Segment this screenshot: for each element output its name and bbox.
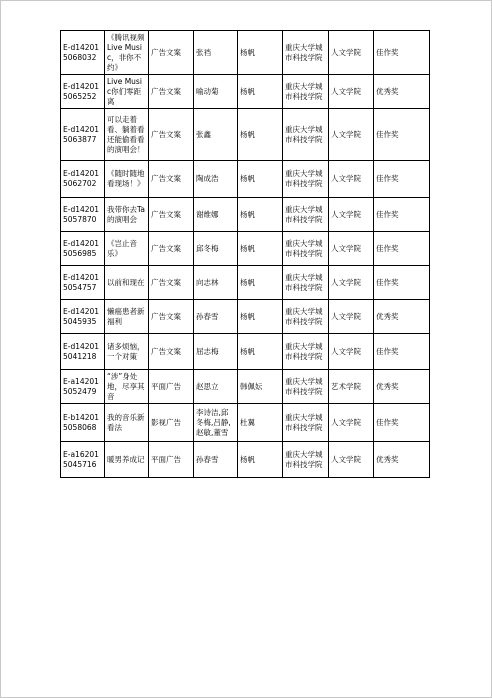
award-cell: 优秀奖	[374, 370, 430, 404]
table-row	[61, 442, 430, 478]
authors-cell: 张鑫	[194, 109, 238, 161]
authors-cell: 喻动菊	[194, 75, 238, 109]
award-cell: 佳作奖	[374, 404, 430, 442]
entry-title-cell: 我的音乐新看法	[105, 404, 149, 442]
school-cell: 重庆大学城市科技学院	[283, 266, 329, 300]
award-cell: 佳作奖	[374, 161, 430, 198]
table-row	[61, 370, 430, 404]
category-cell: 广告文案	[149, 31, 194, 75]
category-cell: 影视广告	[149, 404, 194, 442]
college-cell: 人文学院	[329, 300, 374, 334]
advisor-cell: 韩佩妘	[238, 370, 283, 404]
category-cell: 广告文案	[149, 75, 194, 109]
college-cell: 人文学院	[329, 161, 374, 198]
entry-id-cell: E-b142015058068	[61, 404, 105, 442]
college-cell: 人文学院	[329, 198, 374, 232]
college-cell: 人文学院	[329, 404, 374, 442]
school-cell: 重庆大学城市科技学院	[283, 198, 329, 232]
advisor-cell: 杨帆	[238, 232, 283, 266]
advisor-cell: 杨帆	[238, 266, 283, 300]
school-cell: 重庆大学城市科技学院	[283, 404, 329, 442]
college-cell: 艺术学院	[329, 370, 374, 404]
award-cell: 佳作奖	[374, 109, 430, 161]
entry-title-cell: 诸多烦恼，一个对策	[105, 334, 149, 370]
award-cell: 优秀奖	[374, 75, 430, 109]
category-cell: 广告文案	[149, 232, 194, 266]
school-cell: 重庆大学城市科技学院	[283, 442, 329, 478]
advisor-cell: 杨帆	[238, 161, 283, 198]
school-cell: 重庆大学城市科技学院	[283, 370, 329, 404]
category-cell: 广告文案	[149, 109, 194, 161]
category-cell: 平面广告	[149, 370, 194, 404]
advisor-cell: 杨帆	[238, 334, 283, 370]
award-cell: 佳作奖	[374, 232, 430, 266]
college-cell: 人文学院	[329, 232, 374, 266]
authors-cell: 孙春雪	[194, 442, 238, 478]
entry-title-cell: 可以走着看、躺着看还能偷看看的演唱会！	[105, 109, 149, 161]
college-cell: 人文学院	[329, 31, 374, 75]
award-cell: 佳作奖	[374, 31, 430, 75]
authors-cell: 孙春雪	[194, 300, 238, 334]
entry-id-cell: E-d142015054757	[61, 266, 105, 300]
college-cell: 人文学院	[329, 109, 374, 161]
entry-title-cell: 以前和现在	[105, 266, 149, 300]
entry-id-cell: E-d142015041218	[61, 334, 105, 370]
entry-id-cell: E-d142015068032	[61, 31, 105, 75]
entry-id-cell: E-a142015052479	[61, 370, 105, 404]
college-cell: 人文学院	[329, 334, 374, 370]
table-row	[61, 161, 430, 198]
entry-id-cell: E-d142015065252	[61, 75, 105, 109]
table-row	[61, 404, 430, 442]
college-cell: 人文学院	[329, 75, 374, 109]
table-row	[61, 300, 430, 334]
awards-table	[60, 30, 430, 478]
school-cell: 重庆大学城市科技学院	[283, 334, 329, 370]
school-cell: 重庆大学城市科技学院	[283, 232, 329, 266]
advisor-cell: 杨帆	[238, 109, 283, 161]
award-cell: 优秀奖	[374, 300, 430, 334]
school-cell: 重庆大学城市科技学院	[283, 300, 329, 334]
authors-cell: 屈志梅	[194, 334, 238, 370]
school-cell: 重庆大学城市科技学院	[283, 75, 329, 109]
entry-title-cell: “涉”身处地，尽享其音	[105, 370, 149, 404]
school-cell: 重庆大学城市科技学院	[283, 161, 329, 198]
school-cell: 重庆大学城市科技学院	[283, 31, 329, 75]
school-cell: 重庆大学城市科技学院	[283, 109, 329, 161]
category-cell: 广告文案	[149, 198, 194, 232]
entry-title-cell: Live Music你们零距离	[105, 75, 149, 109]
category-cell: 广告文案	[149, 161, 194, 198]
authors-cell: 李诗洁,邱冬梅,吕静,赵敏,董雪	[194, 404, 238, 442]
table-row	[61, 334, 430, 370]
table-row	[61, 266, 430, 300]
entry-id-cell: E-d142015063877	[61, 109, 105, 161]
entry-id-cell: E-d142015062702	[61, 161, 105, 198]
entry-id-cell: E-a162015045716	[61, 442, 105, 478]
entry-title-cell: 《岂止音乐》	[105, 232, 149, 266]
award-cell: 佳作奖	[374, 266, 430, 300]
entry-id-cell: E-d142015057870	[61, 198, 105, 232]
advisor-cell: 杨帆	[238, 442, 283, 478]
award-cell: 优秀奖	[374, 442, 430, 478]
advisor-cell: 杨帆	[238, 198, 283, 232]
table-row	[61, 232, 430, 266]
award-cell: 佳作奖	[374, 334, 430, 370]
table-body	[61, 31, 430, 478]
entry-id-cell: E-d142015056985	[61, 232, 105, 266]
advisor-cell: 杨帆	[238, 31, 283, 75]
entry-title-cell: 懒癌患者新福利	[105, 300, 149, 334]
authors-cell: 谢维娜	[194, 198, 238, 232]
authors-cell: 张裆	[194, 31, 238, 75]
category-cell: 广告文案	[149, 300, 194, 334]
table-row	[61, 75, 430, 109]
entry-title-cell: 我带你去Ta的演唱会	[105, 198, 149, 232]
table-row	[61, 31, 430, 75]
college-cell: 人文学院	[329, 266, 374, 300]
advisor-cell: 杨帆	[238, 300, 283, 334]
table-row	[61, 109, 430, 161]
authors-cell: 向志林	[194, 266, 238, 300]
category-cell: 广告文案	[149, 334, 194, 370]
advisor-cell: 杜翼	[238, 404, 283, 442]
entry-title-cell: 《随时随地看现场！》	[105, 161, 149, 198]
entry-title-cell: 暖男养成记	[105, 442, 149, 478]
entry-title-cell: 《腾讯视频Live Music，非你不约》	[105, 31, 149, 75]
category-cell: 广告文案	[149, 266, 194, 300]
table-row	[61, 198, 430, 232]
authors-cell: 赵思立	[194, 370, 238, 404]
entry-id-cell: E-d142015045935	[61, 300, 105, 334]
authors-cell: 邱冬梅	[194, 232, 238, 266]
award-cell: 佳作奖	[374, 198, 430, 232]
authors-cell: 陶成浩	[194, 161, 238, 198]
advisor-cell: 杨帆	[238, 75, 283, 109]
college-cell: 人文学院	[329, 442, 374, 478]
category-cell: 平面广告	[149, 442, 194, 478]
